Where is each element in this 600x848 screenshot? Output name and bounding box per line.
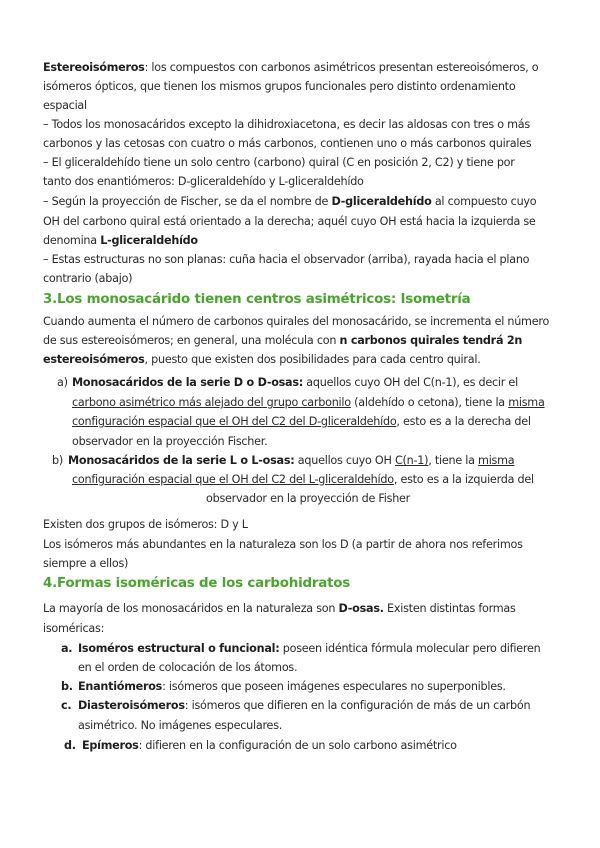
text-span: poseen idéntica fórmula molecular pero difieren xyxy=(279,642,541,655)
text-span: : difieren en la configuración de un solo carbono asimétrico xyxy=(138,739,457,752)
list-marker-b: b) xyxy=(52,454,63,467)
text-line xyxy=(72,473,534,487)
text-span: aquellos cuyo OH xyxy=(294,454,395,467)
term-estereoisomeros-2: estereoisómeros xyxy=(43,353,145,366)
list-item-serie-d xyxy=(72,376,518,390)
text-span: : los compuestos con carbonos asimétricos presentan estereoisómeros, o xyxy=(144,61,539,74)
term-diasteroisomeros: Diasteroisómeros xyxy=(78,699,185,712)
text-span: La mayoría de los monosacáridos en la naturaleza son xyxy=(43,602,339,615)
text-line: – El gliceraldehído tiene un solo centro (carbono) quiral (C en posición 2, C2) y tiene por xyxy=(43,156,515,169)
underlined-text: configuración espacial que el OH del C2 del D-gliceraldehído xyxy=(72,415,397,428)
text-line: carbonos y las cetosas con cuatro o más carbonos, contienen uno o más carbonos quirales xyxy=(43,137,532,150)
text-line: – Todos los monosacáridos excepto la dihidroxiacetona, es decir las aldosas con tres o más xyxy=(43,118,530,131)
text-line: asimétrico. No imágenes especulares. xyxy=(78,719,283,732)
term-serie-l: Monosacáridos de la serie L o L-osas: xyxy=(68,454,295,467)
text-line: OH del carbono quiral está orientado a la derecha; aquél cuyo OH está hacia la izquierda se xyxy=(43,215,536,228)
list-item-epimeros xyxy=(82,739,457,753)
text-span: al compuesto cuyo xyxy=(431,195,537,208)
text-line: isoméricas: xyxy=(43,622,105,635)
term-d-gliceraldehido: D-gliceraldehído xyxy=(331,195,432,208)
text-span: de sus estereoisómeros; en general, una molécula con xyxy=(43,334,340,347)
text-line: Existen dos grupos de isómeros: D y L xyxy=(43,518,248,531)
underlined-text: configuración espacial que el OH del C2 del L-gliceraldehído xyxy=(72,473,394,486)
text-line: tanto dos enantiómeros: D-gliceraldehído y L-gliceraldehído xyxy=(43,175,364,188)
list-item-enantiomeros xyxy=(78,680,506,694)
text-line xyxy=(43,353,481,367)
text-span: denomina xyxy=(43,234,101,247)
term-serie-d: Monosacáridos de la serie D o D-osas: xyxy=(72,376,303,389)
text-span: Existen distintas formas xyxy=(383,602,516,615)
text-line: Cuando aumenta el número de carbonos quirales del monosacárido, se incrementa el número xyxy=(43,315,550,328)
section-heading-3: 3.Los monosacárido tienen centros asimétricos: Isometría xyxy=(43,292,471,307)
text-span: , esto es a la derecha del xyxy=(396,415,531,428)
text-line: en el orden de colocación de los átomos. xyxy=(78,661,298,674)
list-item-serie-l xyxy=(68,454,514,468)
text-line xyxy=(72,415,531,429)
text-line: contrario (abajo) xyxy=(43,272,133,285)
list-marker-c: c. xyxy=(61,699,72,712)
text-span: , esto es a la izquierda del xyxy=(393,473,534,486)
text-line xyxy=(43,234,198,248)
term-n-carbonos: n carbonos quirales tendrá 2n xyxy=(339,334,523,347)
list-marker-a: a. xyxy=(61,642,73,655)
list-marker-b: b. xyxy=(61,680,73,693)
list-marker-d: d. xyxy=(64,739,76,752)
text-line: isómeros ópticos, que tienen los mismos grupos funcionales pero distinto ordenamiento xyxy=(43,80,516,93)
text-line: espacial xyxy=(43,99,87,112)
term-l-gliceraldehido: L-gliceraldehído xyxy=(100,234,198,247)
text-line: siempre a ellos) xyxy=(43,557,129,570)
text-line: Los isómeros más abundantes en la naturaleza son los D (a partir de ahora nos referimos xyxy=(43,538,523,551)
term-estereoisomeros: Estereoisómeros xyxy=(43,61,145,74)
underlined-text: misma xyxy=(508,396,545,409)
underlined-text: C(n-1) xyxy=(394,454,429,467)
term-epimeros: Epímeros xyxy=(82,739,139,752)
text-line: – Estas estructuras no son planas: cuña hacia el observador (arriba), rayada hacia el plano xyxy=(43,253,530,266)
text-line: observador en la proyección Fischer. xyxy=(72,435,268,448)
text-span: : isómeros que difieren en la configuración de más de un carbón xyxy=(184,699,531,712)
text-line: observador en la proyección de Fisher xyxy=(206,492,411,505)
list-item-diasteroisomeros xyxy=(78,699,530,713)
text-line xyxy=(43,602,516,616)
list-item-estructural xyxy=(78,642,540,656)
text-span: , puesto que existen dos posibilidades para cada centro quiral. xyxy=(144,353,481,366)
underlined-text: misma xyxy=(478,454,515,467)
text-span: – Según la proyección de Fischer, se da el nombre de xyxy=(43,195,332,208)
list-marker-a: a) xyxy=(57,376,68,389)
text-line xyxy=(72,396,545,410)
text-span: (aldehído o cetona), tiene la xyxy=(350,396,509,409)
term-d-osas: D-osas. xyxy=(338,602,384,615)
term-enantiomeros: Enantiómeros xyxy=(78,680,163,693)
text-span: : isómeros que poseen imágenes especulares no superponibles. xyxy=(162,680,506,693)
text-span: , tiene la xyxy=(428,454,479,467)
underlined-text: carbono asimétrico más alejado del grupo carbonilo xyxy=(72,396,351,409)
text-line xyxy=(43,334,522,348)
term-estructural: Isoméros estructural o funcional: xyxy=(78,642,280,655)
text-line xyxy=(43,195,536,209)
section-heading-4: 4.Formas isoméricas de los carbohidratos xyxy=(43,576,351,591)
text-span: aquellos cuyo OH del C(n-1), es decir el xyxy=(303,376,518,389)
text-line xyxy=(43,61,538,75)
